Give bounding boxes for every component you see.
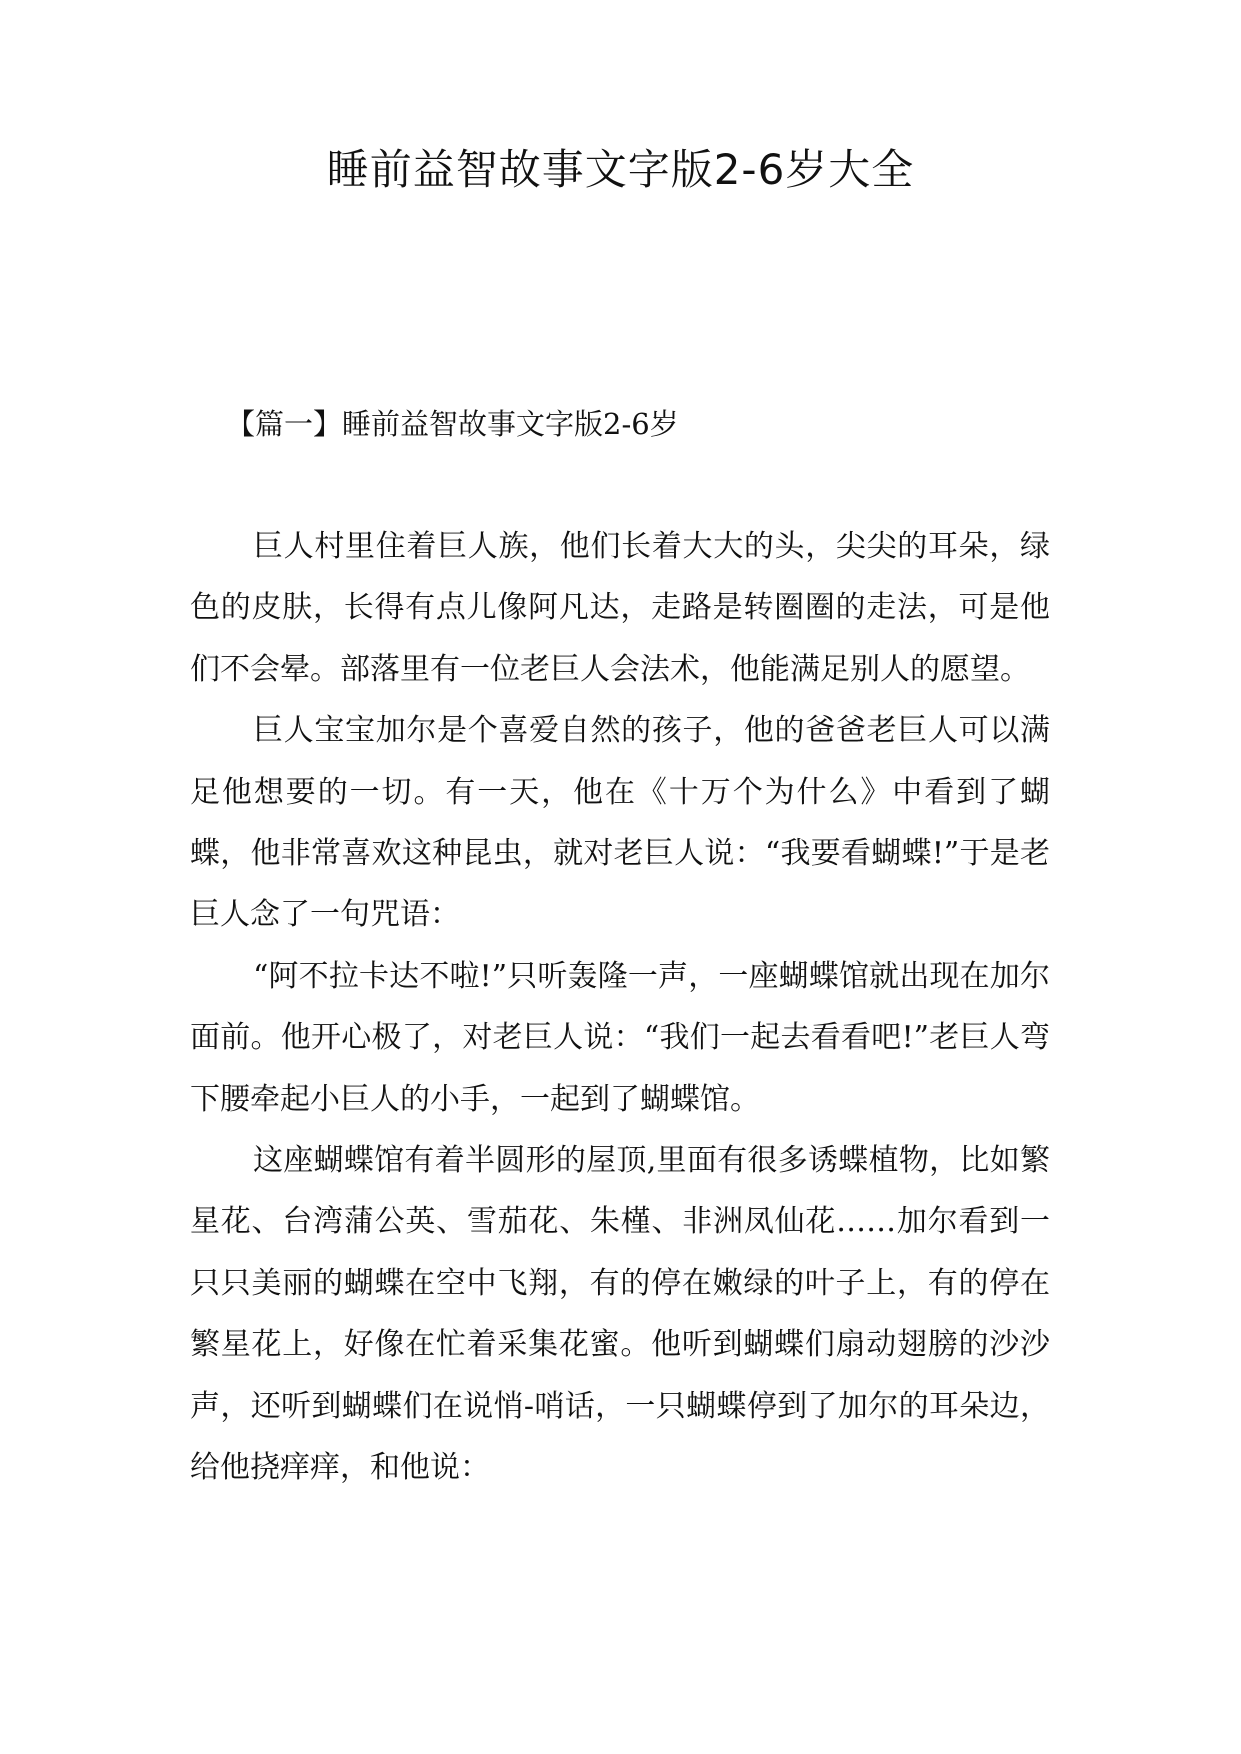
page-title: 睡前益智故事文字版2-6岁大全 (326, 145, 915, 194)
section-heading: 【篇一】睡前益智故事文字版2-6岁 (226, 407, 679, 441)
story-paragraph: “阿不拉卡达不啦!”只听轰隆一声，一座蝴蝶馆就出现在加尔面前。他开心极了，对老巨人说：“我们一起去看看吧!”老巨人弯下腰牵起小巨人的小手，一起到了蝴蝶馆。 (190, 958, 1050, 1117)
story-paragraph: 巨人宝宝加尔是个喜爱自然的孩子，他的爸爸老巨人可以满足他想要的一切。有一天，他在《十万个为什么》中看到了蝴蝶，他非常喜欢这种昆虫，就对老巨人说：“我要看蝴蝶!”于是老巨人念了一句咒语： (190, 713, 1050, 933)
story-paragraph: 这座蝴蝶馆有着半圆形的屋顶,里面有很多诱蝶植物，比如繁星花、台湾蒲公英、雪茄花、朱槿、非洲凤仙花……加尔看到一只只美丽的蝴蝶在空中飞翔，有的停在嫩绿的叶子上，有的停在繁星花上，好像在忙着采集花蜜。他听到蝴蝶们扇动翅膀的沙沙声，还听到蝴蝶们在说悄-哨话，一只蝴蝶停到了加尔的耳朵边，给他挠痒痒，和他说： (190, 1143, 1050, 1486)
story-body (190, 516, 1050, 1499)
story-paragraph: 巨人村里住着巨人族，他们长着大大的头，尖尖的耳朵，绿色的皮肤，长得有点儿像阿凡达，走路是转圈圈的走法，可是他们不会晕。部落里有一位老巨人会法术，他能满足别人的愿望。 (190, 529, 1050, 687)
